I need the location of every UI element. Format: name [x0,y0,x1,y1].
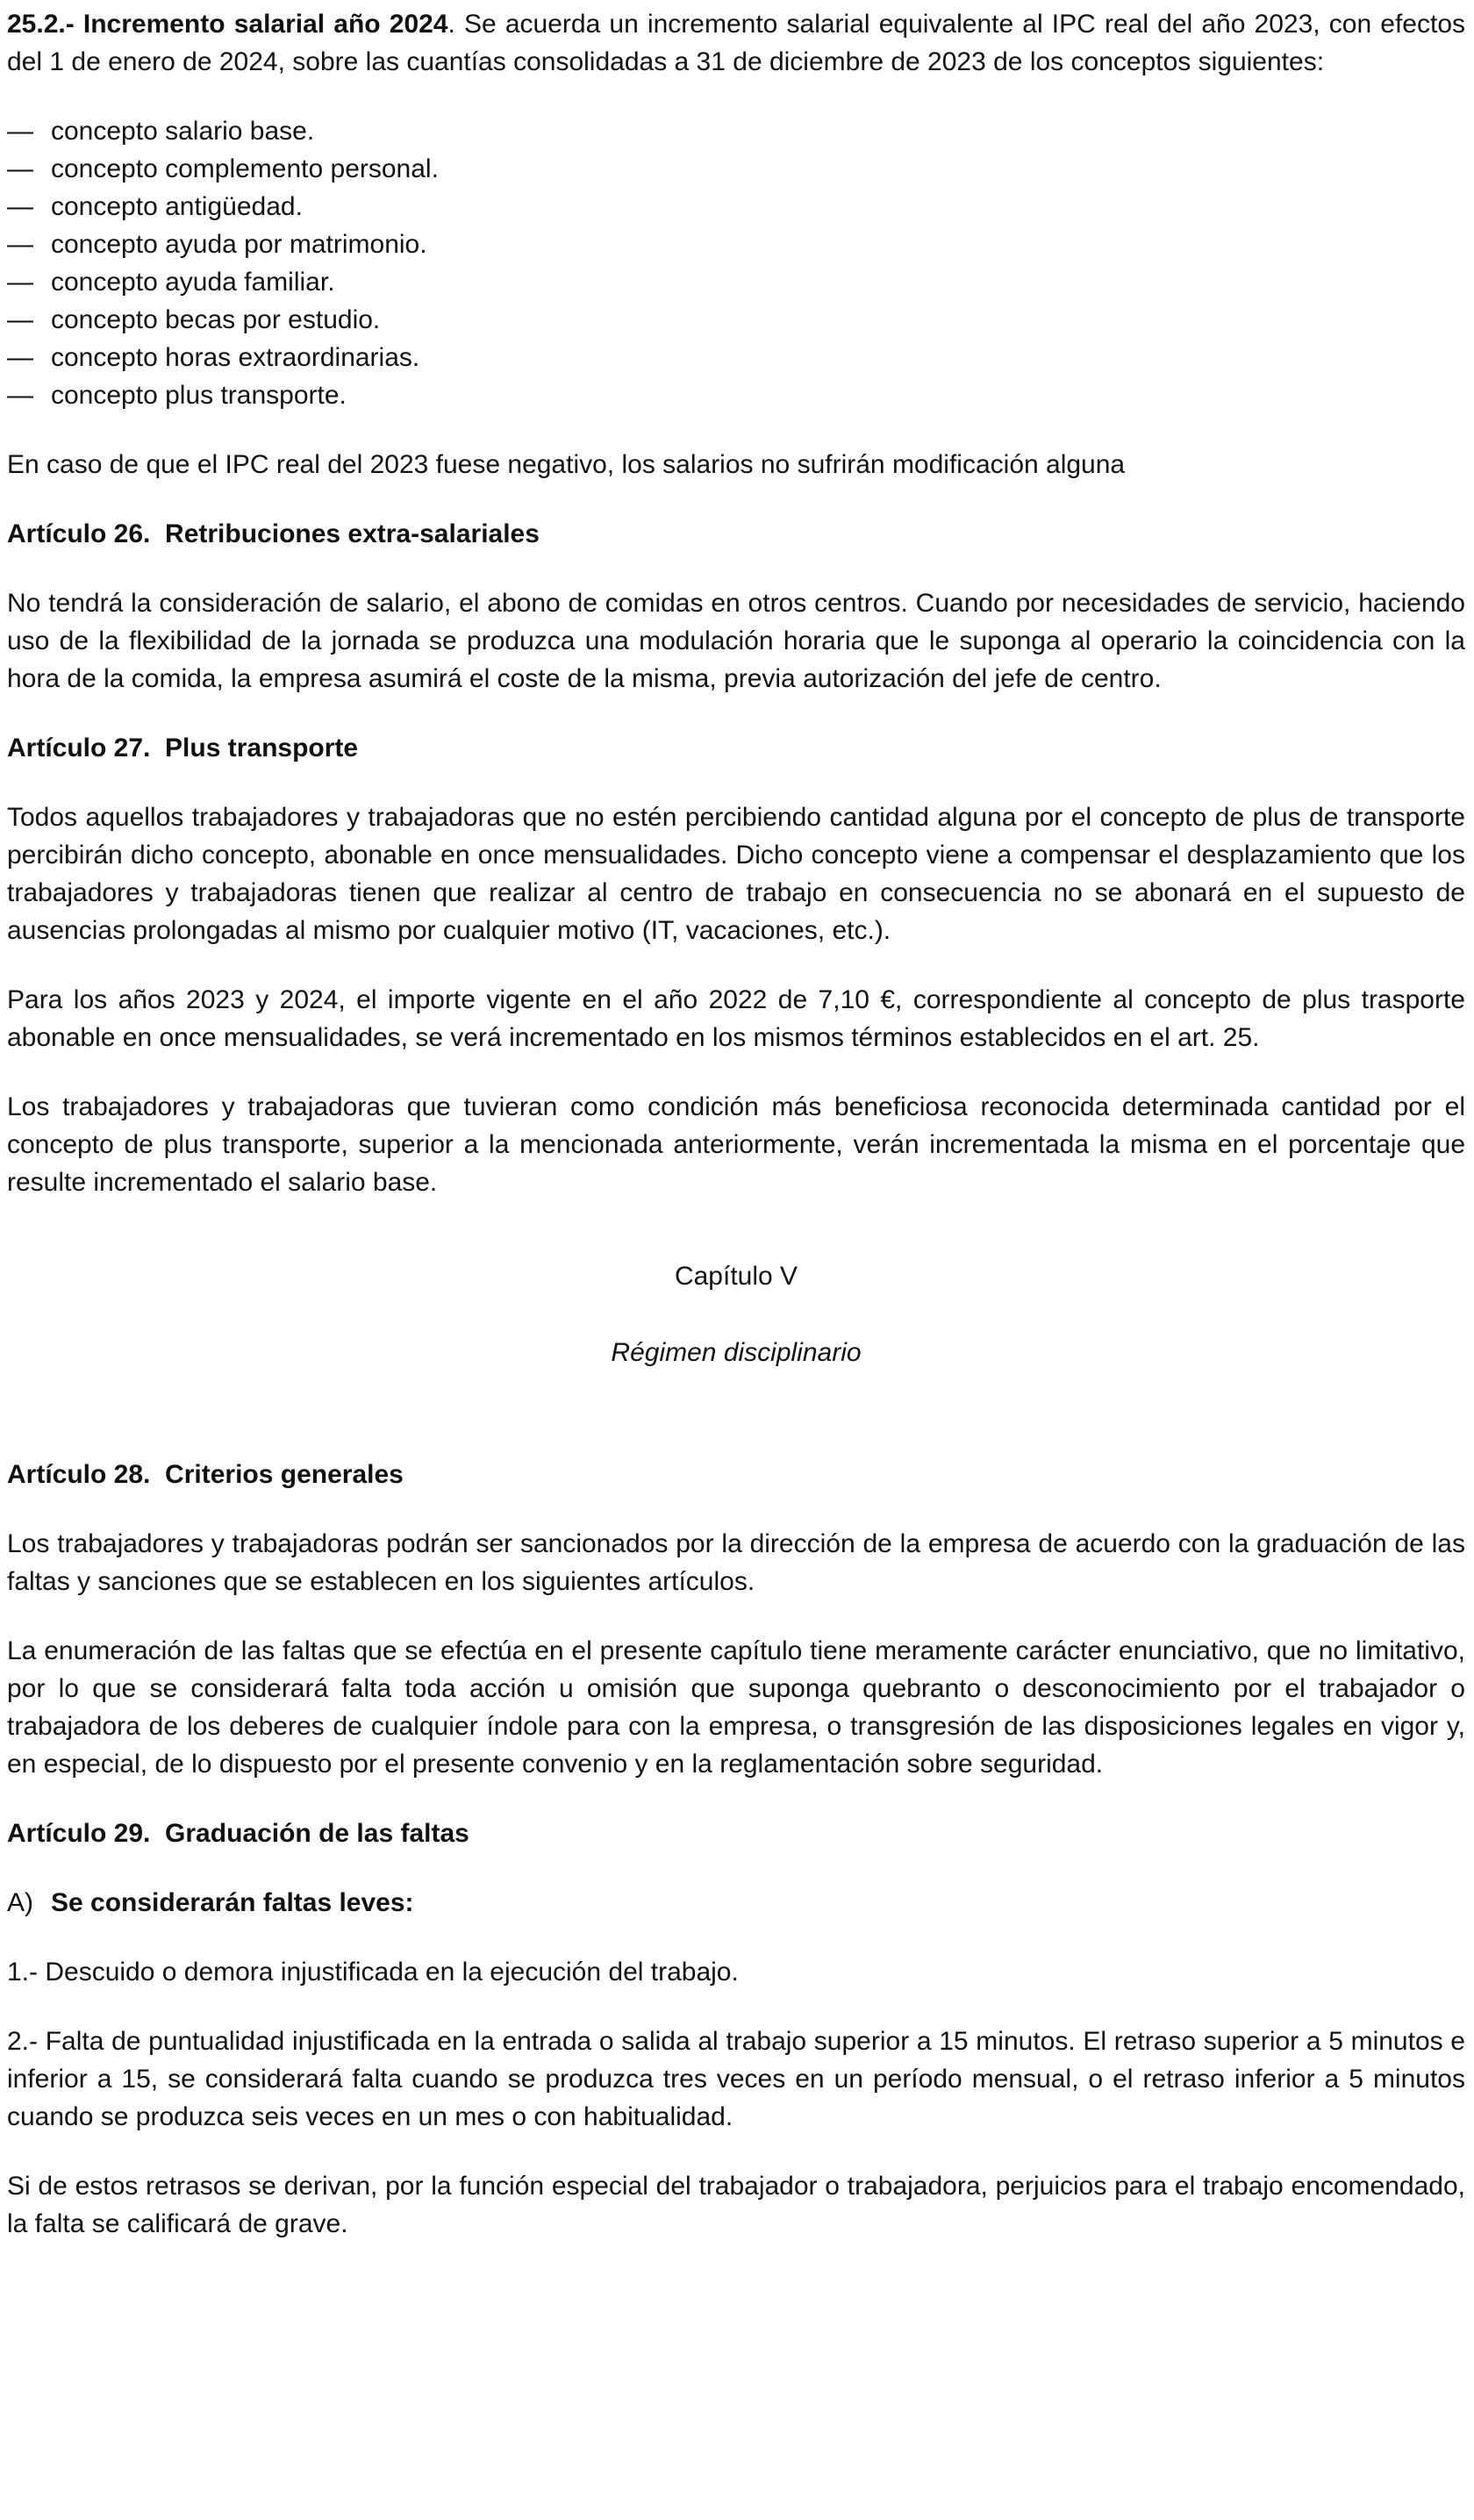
list-item [7,339,1465,376]
list-item-text: concepto ayuda por matrimonio. [51,230,427,259]
list-item-text: concepto becas por estudio. [51,305,381,334]
list-item-text: concepto antigüedad. [51,192,303,221]
list-letter-label: A) [7,1888,33,1917]
fault-item-2-note: Si de estos retrasos se derivan, por la función especial del trabajador o trabajadora, perjuicios para el trabajo encomendado, la falta se calificará de grave. [7,2172,1465,2238]
dash-marker: — [7,117,33,146]
chapter-title: Capítulo V [674,1262,798,1291]
list-item-text: concepto plus transporte. [51,381,347,410]
list-item [7,301,1465,339]
dash-marker: — [7,154,33,183]
article-29-heading: Artículo 29. Graduación de las faltas [7,1819,469,1848]
dash-marker: — [7,192,33,221]
list-item [7,150,1465,188]
list-item-text: concepto ayuda familiar. [51,268,335,297]
list-item [7,226,1465,263]
paragraph-25-2 [7,5,1465,81]
section-25-2-text: . Se acuerda un incremento salarial equivalente al IPC real del año 2023, con efectos del 1 de enero de 2024, sobre las cuantías consolidadas a 31 de diciembre de 2023 de los conceptos siguientes: [7,10,1466,76]
article-28-heading: Artículo 28. Criterios generales [7,1460,404,1489]
list-item [7,112,1465,150]
concept-list [7,112,1465,414]
section-25-2-lead: 25.2.- Incremento salarial año 2024 [7,10,448,39]
dash-marker: — [7,343,33,372]
article-26-heading: Artículo 26. Retribuciones extra-salariales [7,519,540,548]
article-26-paragraph: No tendrá la consideración de salario, el abono de comidas en otros centros. Cuando por necesidades de servicio, haciendo uso de la flexibilidad de la jornada se produzca una modulación horaria que le suponga al operario la coincidencia con la hora de la comida, la empresa asumirá el coste de la misma, previa autorización del jefe de centro. [7,589,1465,693]
chapter-subtitle: Régimen disciplinario [611,1338,862,1367]
list-item [7,188,1465,226]
faults-level-a-title: Se considerarán faltas leves: [51,1888,414,1917]
article-28-paragraph-1: Los trabajadores y trabajadoras podrán ser sancionados por la dirección de la empresa de acuerdo con la graduación de las faltas y sanciones que se establecen en los siguientes artículos. [7,1529,1465,1596]
article-27-heading: Artículo 27. Plus transporte [7,734,359,762]
list-item-text: concepto complemento personal. [51,154,439,183]
article-27-paragraph-3: Los trabajadores y trabajadoras que tuvieran como condición más beneficiosa reconocida determinada cantidad por el concepto de plus transporte, superior a la mencionada anteriormente, verán incrementada la misma en el porcentaje que resulte incrementado el salario base. [7,1092,1465,1197]
ipc-note: En caso de que el IPC real del 2023 fuese negativo, los salarios no sufrirán modificación alguna [7,450,1126,479]
article-27-paragraph-1: Todos aquellos trabajadores y trabajadoras que no estén percibiendo cantidad alguna por el concepto de plus de transporte percibirán dicho concepto, abonable en once mensualidades. Dicho concepto viene a compensar el desplazamiento que los trabajadores y trabajadoras tienen que realizar al centro de trabajo en consecuencia no se abonará en el supuesto de ausencias prolongadas al mismo por cualquier motivo (IT, vacaciones, etc.). [7,803,1465,945]
dash-marker: — [7,381,33,410]
article-27-paragraph-2: Para los años 2023 y 2024, el importe vigente en el año 2022 de 7,10 €, correspondiente al concepto de plus trasporte abonable en once mensualidades, se verá incrementado en los mismos términos establecidos en el art. 25. [7,985,1465,1052]
list-item-text: concepto salario base. [51,117,315,146]
faults-level-a-heading [7,1884,1465,1922]
list-item [7,376,1465,414]
article-28-paragraph-2: La enumeración de las faltas que se efectúa en el presente capítulo tiene meramente carácter enunciativo, que no limitativo, por lo que se considerará falta toda acción u omisión que suponga quebranto o desconocimiento por el trabajador o trabajadora de los deberes de cualquier índole para con la empresa, o transgresión de las disposiciones legales en vigor y, en especial, de lo dispuesto por el presente convenio y en la reglamentación sobre seguridad. [7,1636,1465,1779]
list-item [7,263,1465,301]
fault-item-1: 1.- Descuido o demora injustificada en la ejecución del trabajo. [7,1958,739,1987]
dash-marker: — [7,305,33,334]
list-item-text: concepto horas extraordinarias. [51,343,420,372]
fault-item-2: 2.- Falta de puntualidad injustificada en la entrada o salida al trabajo superior a 15 minutos. El retraso superior a 5 minutos e inferior a 15, se considerará falta cuando se produzca tres veces en un período mensual, o el retraso inferior a 5 minutos cuando se produzca seis veces en un mes o con habitualidad. [7,2027,1465,2131]
dash-marker: — [7,268,33,297]
dash-marker: — [7,230,33,259]
